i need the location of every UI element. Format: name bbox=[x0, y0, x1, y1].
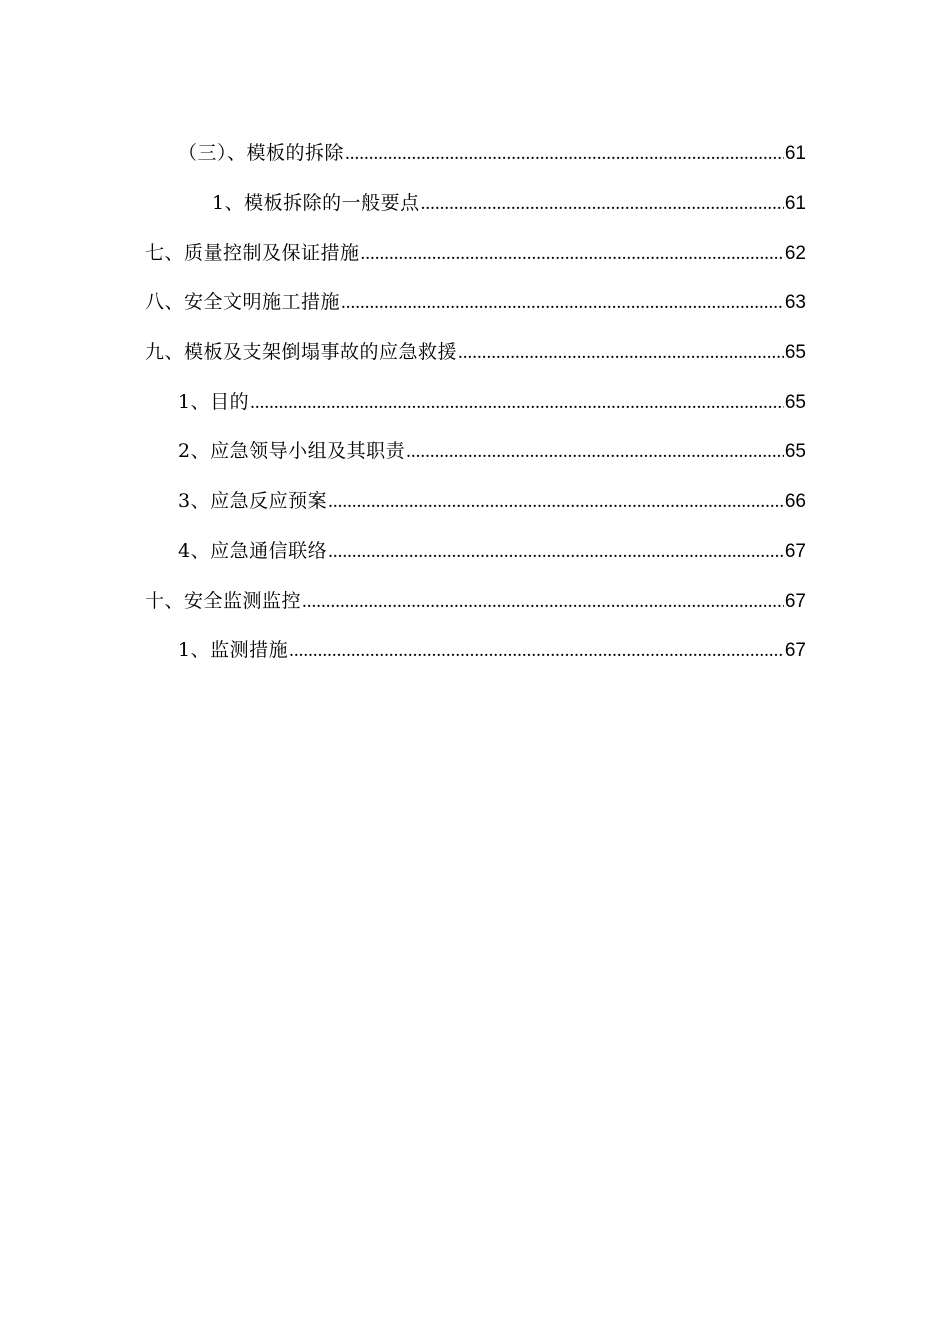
toc-leader-dots bbox=[328, 541, 784, 563]
toc-entry-page: 61 bbox=[784, 193, 806, 215]
toc-leader-dots bbox=[361, 243, 784, 265]
toc-entry-page: 65 bbox=[784, 342, 806, 364]
toc-entry[interactable] bbox=[0, 425, 950, 475]
toc-entry-title: 九、模板及支架倒塌事故的应急救援 bbox=[145, 341, 458, 364]
toc-entry-page: 67 bbox=[784, 540, 806, 562]
toc-leader-dots bbox=[341, 292, 784, 314]
toc-entry-title: 1、监测措施 bbox=[178, 639, 289, 662]
table-of-contents bbox=[0, 127, 950, 674]
toc-leader-dots bbox=[345, 143, 784, 165]
toc-entry[interactable] bbox=[0, 525, 950, 575]
toc-leader-dots bbox=[458, 342, 784, 364]
toc-entry[interactable] bbox=[0, 226, 950, 276]
toc-entry[interactable] bbox=[0, 574, 950, 624]
toc-entry[interactable] bbox=[0, 475, 950, 525]
toc-entry[interactable] bbox=[0, 326, 950, 376]
toc-entry-page: 62 bbox=[784, 242, 806, 264]
toc-entry-page: 63 bbox=[784, 292, 806, 314]
toc-entry-page: 67 bbox=[784, 590, 806, 612]
toc-entry-title: 1、目的 bbox=[178, 390, 250, 413]
toc-entry-title: 3、应急反应预案 bbox=[178, 490, 328, 513]
toc-leader-dots bbox=[302, 591, 784, 613]
toc-entry-page: 65 bbox=[784, 441, 806, 463]
toc-entry[interactable] bbox=[0, 177, 950, 227]
toc-entry-title: （三）、模板的拆除 bbox=[178, 142, 345, 165]
toc-entry-title: 1、模板拆除的一般要点 bbox=[212, 192, 420, 215]
toc-leader-dots bbox=[250, 392, 784, 414]
toc-entry[interactable] bbox=[0, 624, 950, 674]
toc-entry[interactable] bbox=[0, 375, 950, 425]
toc-leader-dots bbox=[328, 491, 784, 513]
toc-entry-page: 65 bbox=[784, 391, 806, 413]
toc-leader-dots bbox=[421, 193, 784, 215]
toc-entry-title: 2、应急领导小组及其职责 bbox=[178, 440, 406, 463]
toc-entry-title: 4、应急通信联络 bbox=[178, 539, 328, 562]
toc-entry-title: 十、安全监测监控 bbox=[145, 589, 302, 612]
toc-entry-page: 66 bbox=[784, 491, 806, 513]
toc-entry[interactable] bbox=[0, 276, 950, 326]
toc-leader-dots bbox=[406, 441, 784, 463]
toc-entry[interactable] bbox=[0, 127, 950, 177]
toc-entry-title: 七、质量控制及保证措施 bbox=[145, 241, 360, 264]
toc-entry-page: 61 bbox=[784, 143, 806, 165]
toc-entry-title: 八、安全文明施工措施 bbox=[145, 291, 341, 314]
toc-entry-page: 67 bbox=[784, 640, 806, 662]
toc-leader-dots bbox=[289, 640, 784, 662]
